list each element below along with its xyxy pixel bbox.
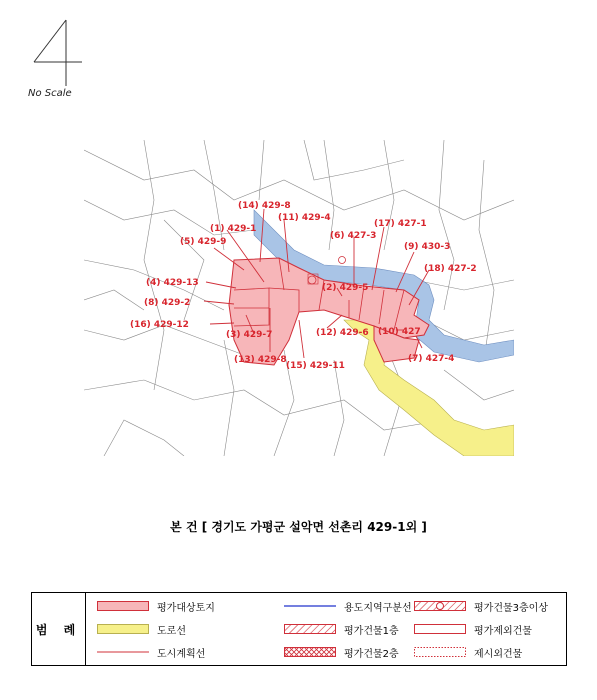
parcel-label: (12) 429-6 xyxy=(316,328,369,338)
legend-item: 도시계획선 xyxy=(97,643,205,661)
building-1floor-swatch-icon xyxy=(284,624,336,634)
parcel-label: (6) 427-3 xyxy=(330,231,377,241)
building-3floor-swatch-icon xyxy=(414,601,466,611)
parcel-label: (4) 429-13 xyxy=(146,278,199,288)
parcel-label: (13) 429-8 xyxy=(234,355,287,365)
parcel-label: (15) 429-11 xyxy=(286,361,345,371)
legend-item: 평가건물3층이상 xyxy=(414,597,548,615)
parcel-label: (14) 429-8 xyxy=(238,201,291,211)
parcel-label: (18) 427-2 xyxy=(424,264,477,274)
unlisted-building-swatch-icon xyxy=(414,647,466,657)
building-2floor-swatch-icon xyxy=(284,647,336,657)
excluded-building-swatch-icon xyxy=(414,624,466,634)
parcel-label: (16) 429-12 xyxy=(130,320,189,330)
parcel-label: (9) 430-3 xyxy=(404,242,451,252)
parcel-label: (8) 429-2 xyxy=(144,298,191,308)
legend-item: 도로선 xyxy=(97,620,186,638)
legend-title: 범 례 xyxy=(32,593,86,665)
legend-item: 평가건물2층 xyxy=(284,643,399,661)
urban-plan-line-icon xyxy=(97,647,149,657)
parcel-label: (5) 429-9 xyxy=(180,237,227,247)
road-swatch-icon xyxy=(97,624,149,634)
map-caption: 본 건 [ 경기도 가평군 설악면 선촌리 429-1외 ] xyxy=(170,520,427,534)
parcel-label: (1) 429-1 xyxy=(210,224,257,234)
scale-label: No Scale xyxy=(28,88,72,99)
parcel-label: (2) 429-5 xyxy=(322,283,369,293)
north-arrow-icon xyxy=(30,18,90,90)
cadastral-map xyxy=(84,140,514,456)
parcel-label: (3) 429-7 xyxy=(226,330,273,340)
parcel-fill-swatch-icon xyxy=(97,601,149,611)
legend-box xyxy=(31,592,567,666)
legend-item: 제시외건물 xyxy=(414,643,522,661)
parcel-label: (7) 427-4 xyxy=(408,354,455,364)
parcel-label: (17) 427-1 xyxy=(374,219,427,229)
legend-item: 평가건물1층 xyxy=(284,620,399,638)
parcel-label: (10) 427 xyxy=(378,327,421,337)
legend-item: 평가대상토지 xyxy=(97,597,215,615)
legend-item: 용도지역구분선 xyxy=(284,597,412,615)
parcel-label: (11) 429-4 xyxy=(278,213,331,223)
zoning-line-icon xyxy=(284,601,336,611)
legend-item: 평가제외건물 xyxy=(414,620,532,638)
